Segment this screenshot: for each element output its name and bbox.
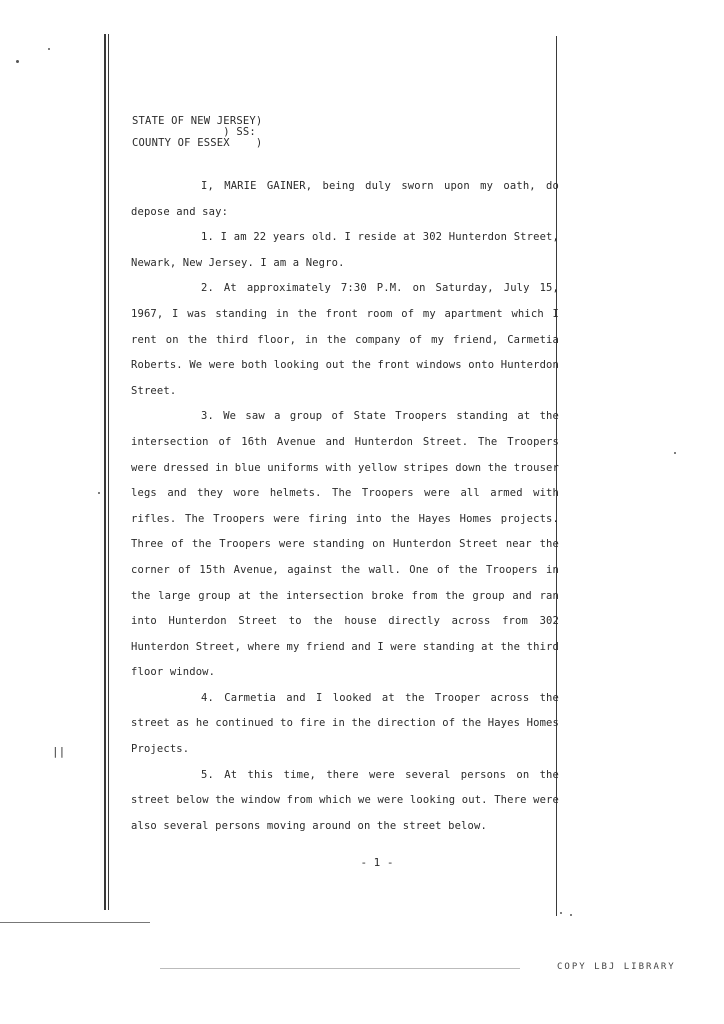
bottom-scan-line-2 [160,968,520,969]
scan-speck [16,60,19,63]
margin-mark: || [52,745,66,758]
caption-ss: ) SS: [132,126,256,138]
page-number: - 1 - [360,856,394,869]
paragraph-1: 1. I am 22 years old. I reside at 302 Hunterdon Street, Newark, New Jersey. I am a Negro. [131,231,559,269]
caption-state: STATE OF NEW JERSEY) [132,115,263,127]
left-margin-rule-outer [104,34,106,910]
bottom-scan-line [0,922,150,923]
scan-speck [48,48,50,50]
left-margin-rule-inner [108,34,109,910]
affidavit-body [131,174,559,839]
paragraph-4: 4. Carmetia and I looked at the Trooper across the street as he continued to fire in the direction of the Hayes Homes Projects. [131,691,559,756]
paragraph-intro: I, MARIE GAINER, being duly sworn upon my oath, do depose and say: [131,180,559,218]
library-stamp: COPY LBJ LIBRARY [557,962,676,972]
paragraph-2: 2. At approximately 7:30 P.M. on Saturday, July 15, 1967, I was standing in the front room of my apartment which I rent on the third floor, in the company of my friend, Carmetia Roberts. We were both looking out the front windows onto Hunterdon Street. [131,282,559,397]
scan-speck [560,912,562,914]
paragraph-3: 3. We saw a group of State Troopers standing at the intersection of 16th Avenue and Hunterdon Street. The Troopers were dressed in blue uniforms with yellow stripes down the trouser legs and they wore helmets. The Troopers were all armed with rifles. The Troopers were firing into the Hayes Homes projects. Three of the Troopers were standing on Hunterdon Street near the corner of 15th Avenue, against the wall. One of the Troopers in the large group at the intersection broke from the group and ran into Hunterdon Street to the house directly across from 302 Hunterdon Street, where my friend and I were standing at the third floor window. [131,410,559,679]
caption-county: COUNTY OF ESSEX ) [132,137,263,149]
scan-speck [570,914,572,916]
scan-speck [98,492,100,494]
venue-caption [132,110,262,154]
scan-speck [674,452,676,454]
paragraph-5: 5. At this time, there were several persons on the street below the window from which we were looking out. There were also several persons moving around on the street below. [131,768,559,832]
